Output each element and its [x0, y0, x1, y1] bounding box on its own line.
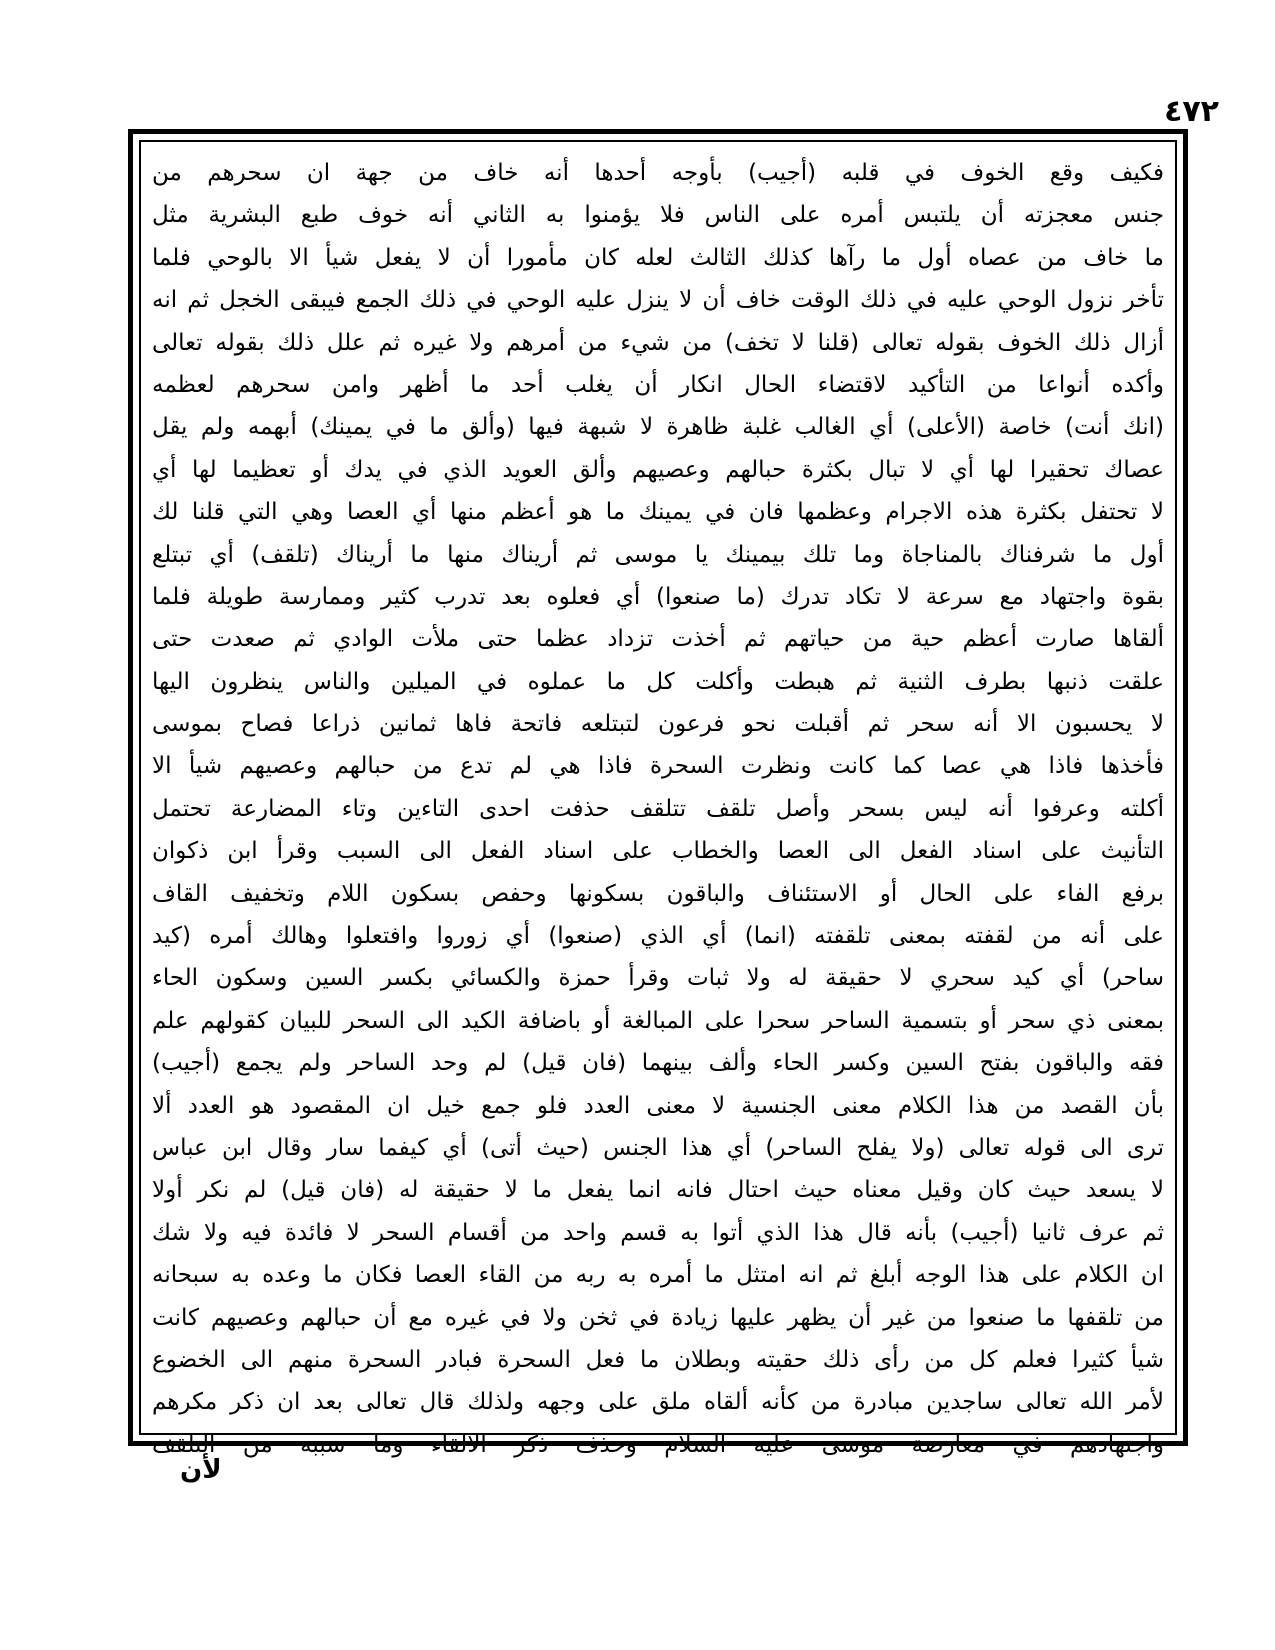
text-line: ان الكلام على هذا الوجه أبلغ ثم انه امتثل ما أمره به ربه من القاء العصا فكان ما وعده به سبحانه	[152, 1262, 1164, 1289]
text-line: ساحر) أي كيد سحري لا حقيقة له ولا ثبات وقرأ حمزة والكسائي بكسر السين وسكون الحاء	[152, 965, 1164, 992]
text-line: أول ما شرفناك بالمناجاة وما تلك بيمينك يا موسى ثم أريناك منها ما أريناك (تلقف) أي تبتلع	[152, 541, 1164, 568]
text-line: بمعنى ذي سحر أو بتسمية الساحر سحرا على المبالغة أو باضافة الكيد الى السحر للبيان كقولهم علم	[152, 1007, 1164, 1034]
text-line: فكيف وقع الخوف في قلبه (أجيب) بأوجه أحدها أنه خاف من جهة ان سحرهم من	[152, 160, 1164, 186]
text-line: (انك أنت) خاصة (الأعلى) أي الغالب غلبة ظاهرة لا شبهة فيها (وألق ما في يمينك) أبهمه ولم يقل	[152, 414, 1164, 441]
text-line: لا يحسبون الا أنه سحر ثم أقبلت نحو فرعون لتبتلعه فاتحة فاها ثمانين ذراعا فصاح بموسى	[152, 711, 1164, 738]
text-line: علقت ذنبها بطرف الثنية ثم هبطت وأكلت كل ما عملوه في الميلين والناس ينظرون اليها	[152, 668, 1164, 695]
text-line: فقه والباقون بفتح السين وكسر الحاء وألف بينهما (فان قيل) لم وحد الساحر ولم يجمع (أجيب)	[152, 1050, 1164, 1077]
text-line: ما خاف من عصاه أول ما رآها كذلك الثالث لعله كان مأمورا أن لا يفعل شيأ الا بالوحي فلما	[152, 244, 1164, 271]
text-line: من تلقفها ما صنعوا من غير أن يظهر عليها زيادة في ثخن ولا في غيره مع أن حبالهم وعصيهم كانت	[152, 1304, 1164, 1331]
page-number: ٤٧٢	[1164, 94, 1219, 129]
text-line: وأكده أنواعا من التأكيد لاقتضاء الحال انكار أن يغلب أحد ما أظهر وامن سحرهم لعظمه	[152, 371, 1164, 398]
text-line: ترى الى قوله تعالى (ولا يفلح الساحر) أي هذا الجنس (حيث أتى) أي كيفما سار وقال ابن عباس	[152, 1134, 1164, 1161]
text-line: تأخر نزول الوحي عليه في ذلك الوقت خاف أن لا ينزل عليه الوحي في ذلك الجمع فيبقى الخجل ثم انه	[152, 287, 1164, 314]
text-line: ألقاها صارت أعظم حية من حياتهم ثم أخذت تزداد عظما حتى ملأت الوادي ثم صعدت حتى	[152, 626, 1164, 653]
text-line: برفع الفاء على الحال أو الاستئناف والباقون بسكونها وحفص بسكون اللام وتخفيف القاف	[152, 880, 1164, 907]
text-line: بقوة واجتهاد مع سرعة لا تكاد تدرك (ما صنعوا) أي فعلوه بعد تدرب كثير وممارسة طويلة فلما	[152, 583, 1164, 610]
text-line: أزال ذلك الخوف بقوله تعالى (قلنا لا تخف) من شيء من أمرهم ولا غيره ثم علل ذلك بقوله تعالى	[152, 329, 1164, 356]
text-line: شيأ كثيرا فعلم كل من رأى ذلك حقيته وبطلان ما فعل السحرة فبادر السحرة منهم الى الخضوع	[152, 1346, 1164, 1373]
text-line: التأنيث على اسناد الفعل الى العصا والخطاب على اسناد الفعل الى السبب وقرأ ابن ذكوان	[152, 838, 1164, 865]
text-line: جنس معجزته أن يلتبس أمره على الناس فلا يؤمنوا به الثاني أنه خوف طبع البشرية مثل	[152, 202, 1164, 229]
main-text-block	[152, 152, 1164, 1458]
text-line: لا تحتفل بكثرة هذه الاجرام وعظمها فان في يمينك ما هو أعظم منها أي العصا وهي التي قلنا لك	[152, 499, 1164, 526]
text-line: فأخذها فاذا هي عصا كما كانت ونظرت السحرة فاذا هي لم تدع من حبالهم وعصيهم شيأ الا	[152, 753, 1164, 780]
text-line: واجتهادهم في معارضة موسى عليه السلام وحذف ذكر الالقاء وما سببه من التلقف	[152, 1431, 1164, 1458]
text-line: بأن القصد من هذا الكلام معنى الجنسية لا معنى العدد فلو جمع خيل ان المقصود هو العدد ألا	[152, 1092, 1164, 1119]
catchword: لأن	[180, 1455, 222, 1485]
text-line: عصاك تحقيرا لها أي لا تبال بكثرة حبالهم وعصيهم وألق العويد الذي في يدك أو تعظيما لها أي	[152, 456, 1164, 483]
text-line: ثم عرف ثانيا (أجيب) بأنه قال هذا الذي أتوا به قسم واحد من أقسام السحر لا فائدة فيه ولا شك	[152, 1219, 1164, 1246]
text-line: لا يسعد حيث كان وقيل معناه حيث احتال فانه انما يفعل ما لا حقيقة له (فان قيل) لم نكر أولا	[152, 1177, 1164, 1204]
text-line: لأمر الله تعالى ساجدين مبادرة من كأنه ألقاه ملق على وجهه ولذلك قال تعالى بعد ان ذكر مكرهم	[152, 1389, 1164, 1416]
text-line: على أنه من لقفته بمعنى تلقفته (انما) أي الذي (صنعوا) أي زوروا وافتعلوا وهالك أمره (كيد	[152, 923, 1164, 950]
text-line: أكلته وعرفوا أنه ليس بسحر وأصل تلقف تتلقف حذفت احدى التاءين وتاء المضارعة تحتمل	[152, 795, 1164, 822]
